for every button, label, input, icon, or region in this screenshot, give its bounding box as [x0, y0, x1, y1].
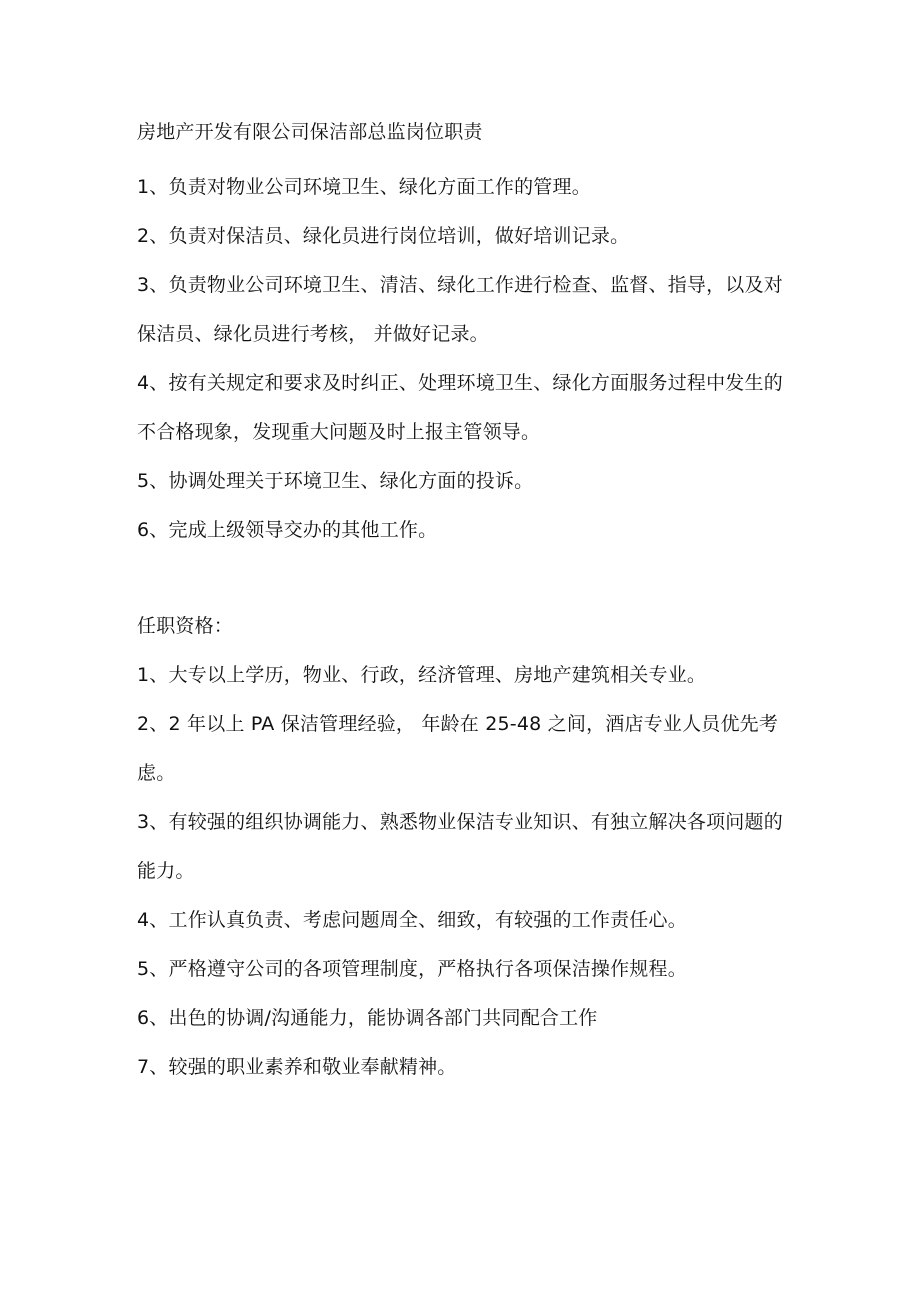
duty-item-3: 3、负责物业公司环境卫生、清洁、绿化工作进行检查、监督、指导，以及对保洁员、绿化员进行考核， 并做好记录。 — [137, 274, 783, 345]
document-title: 房地产开发有限公司保洁部总监岗位职责 — [137, 121, 483, 143]
qualification-item-7: 7、较强的职业素养和敬业奉献精神。 — [137, 1056, 457, 1078]
duty-item-4: 4、按有关规定和要求及时纠正、处理环境卫生、绿化方面服务过程中发生的不合格现象，发现重大问题及时上报主管领导。 — [137, 372, 783, 443]
duty-item-6: 6、完成上级领导交办的其他工作。 — [137, 519, 438, 541]
duty-item-2: 2、负责对保洁员、绿化员进行岗位培训，做好培训记录。 — [137, 225, 630, 247]
duties-list — [137, 163, 787, 555]
qualification-item-3: 3、有较强的组织协调能力、熟悉物业保洁专业知识、有独立解决各项问题的能力。 — [137, 811, 783, 882]
qualifications-list — [137, 651, 787, 1092]
duty-item-5: 5、协调处理关于环境卫生、绿化方面的投诉。 — [137, 470, 534, 492]
qualifications-title: 任职资格： — [137, 615, 234, 637]
qualification-item-4: 4、工作认真负责、考虑问题周全、细致，有较强的工作责任心。 — [137, 909, 687, 931]
qualification-item-1: 1、大专以上学历，物业、行政，经济管理、房地产建筑相关专业。 — [137, 664, 707, 686]
qualification-item-6: 6、出色的协调/沟通能力，能协调各部门共同配合工作 — [137, 1007, 598, 1029]
section-spacer — [137, 555, 787, 602]
duty-item-1: 1、负责对物业公司环境卫生、绿化方面工作的管理。 — [137, 176, 591, 198]
document-content — [137, 116, 787, 1092]
qualification-item-2: 2、2 年以上 PA 保洁管理经验， 年龄在 25-48 之间，酒店专业人员优先考虑。 — [137, 713, 779, 784]
qualification-item-5: 5、严格遵守公司的各项管理制度，严格执行各项保洁操作规程。 — [137, 958, 687, 980]
